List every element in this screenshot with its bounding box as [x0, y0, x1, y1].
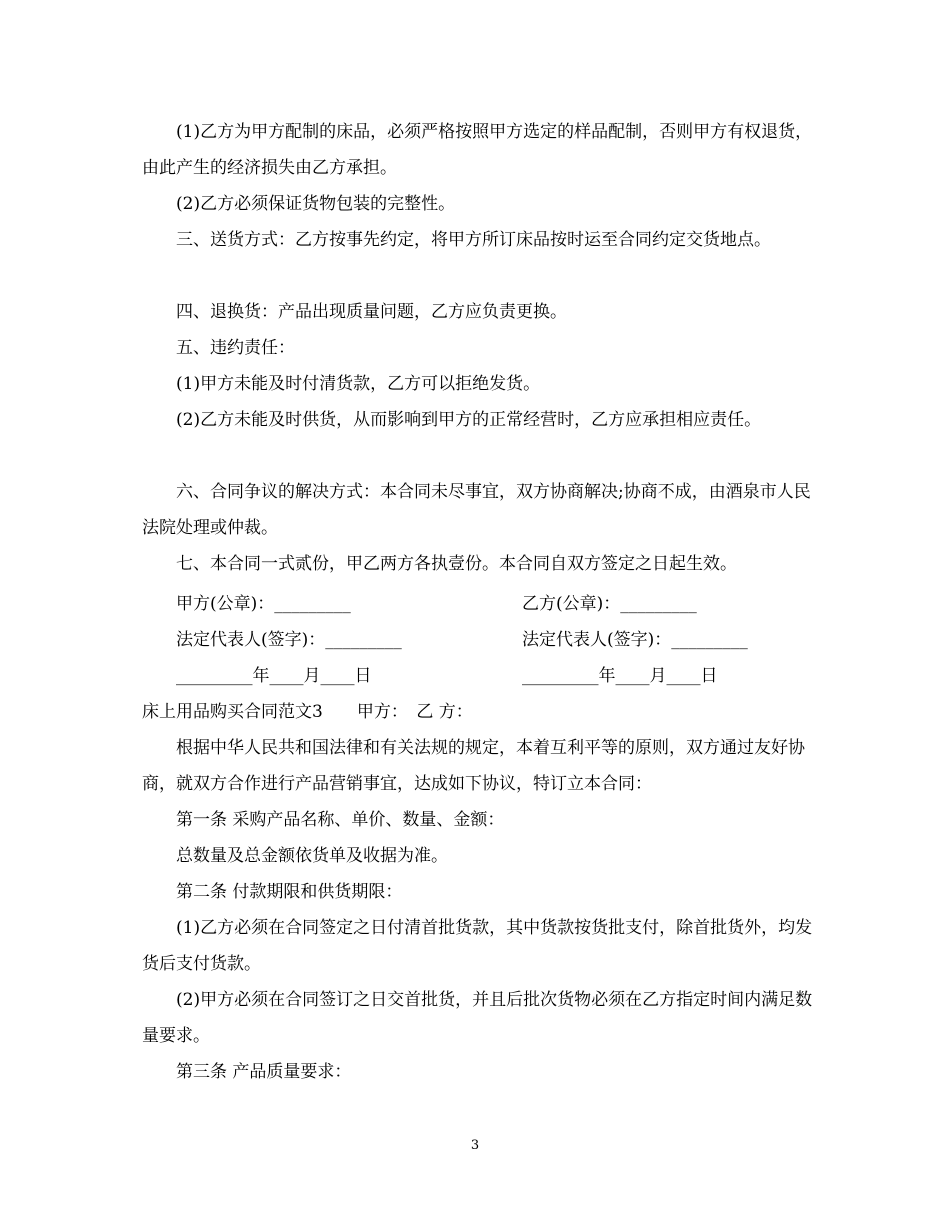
party-b-date: _________年____月____日	[522, 666, 718, 686]
paragraph-clause-1: (1)乙方为甲方配制的床品，必须严格按照甲方选定的样品配制，否则甲方有权退货，由此产生的经济损失由乙方承担。	[142, 122, 813, 178]
paragraph-total: 总数量及总金额依货单及收据为准。	[176, 846, 448, 866]
party-b-representative: 法定代表人(签字)：_________	[522, 630, 748, 650]
paragraph-payment-2: (2)甲方必须在合同签订之日交首批货，并且后批次货物必须在乙方指定时间内满足数量要求。	[142, 990, 813, 1046]
paragraph-clause-2: (2)乙方必须保证货物包装的完整性。	[176, 194, 456, 214]
paragraph-article-1: 第一条 采购产品名称、单价、数量、金额：	[176, 810, 505, 830]
paragraph-delivery: 三、送货方式：乙方按事先约定，将甲方所订床品按时运至合同约定交货地点。	[176, 230, 771, 250]
paragraph-dispute: 六、合同争议的解决方式：本合同未尽事宜，双方协商解决;协商不成，由酒泉市人民法院处理或仲裁。	[142, 482, 811, 538]
paragraph-return: 四、退换货：产品出现质量问题，乙方应负责更换。	[176, 302, 567, 322]
section-title: 床上用品购买合同范文3 甲方： 乙 方：	[142, 702, 473, 722]
paragraph-payment-1: (1)乙方必须在合同签定之日付清首批货款，其中货款按货批支付，除首批货外，均发货后支付货款。	[142, 918, 813, 974]
paragraph-breach-heading: 五、违约责任：	[176, 338, 295, 358]
paragraph-copies: 七、本合同一式贰份，甲乙两方各执壹份。本合同自双方签定之日起生效。	[176, 554, 737, 574]
party-a-representative: 法定代表人(签字)：_________	[176, 630, 402, 650]
paragraph-breach-2: (2)乙方未能及时供货，从而影响到甲方的正常经营时，乙方应承担相应责任。	[176, 410, 762, 430]
paragraph-article-2: 第二条 付款期限和供货期限：	[176, 882, 403, 902]
party-b-seal: 乙方(公章)：_________	[522, 594, 697, 614]
paragraph-breach-1: (1)甲方未能及时付清货款，乙方可以拒绝发货。	[176, 374, 541, 394]
party-a-seal: 甲方(公章)：_________	[176, 594, 351, 614]
paragraph-article-3: 第三条 产品质量要求：	[176, 1062, 352, 1082]
paragraph-preamble: 根据中华人民共和国法律和有关法规的规定，本着互利平等的原则，双方通过友好协商，就双方合作进行产品营销事宜，达成如下协议，特订立本合同：	[142, 738, 805, 794]
page-number: 3	[470, 1138, 480, 1153]
party-a-date: _________年____月____日	[176, 666, 372, 686]
